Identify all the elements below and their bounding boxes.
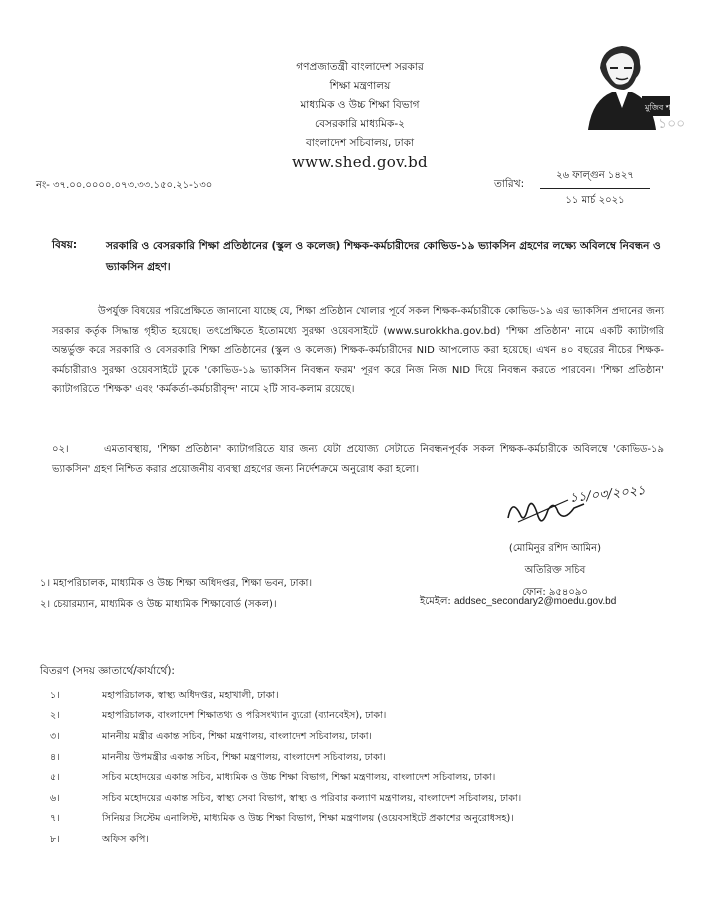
list-text: মাননীয় মন্ত্রীর একান্ত সচিব, শিক্ষা মন্ত্রণালয়, বাংলাদেশ সচিবালয়, ঢাকা। [102,730,372,742]
signature-image [498,478,658,538]
portrait-icon [566,38,686,134]
email-address[interactable]: addsec_secondary2@moedu.gov.bd [453,596,617,607]
header-line-1: গণপ্রজাতন্ত্রী বাংলাদেশ সরকার [296,61,424,73]
header-line-5: বাংলাদেশ সচিবালয়, ঢাকা [305,137,415,149]
paragraph-2-text: এমতাবস্থায়, 'শিক্ষা প্রতিষ্ঠান' ক্যাটাগরিতে যার জন্য যেটা প্রযোজ্য সেটাতে নিবন্ধনপূর্বক সকল শিক্ষক-কর্মচারীকে অবিলম্বে 'কোভিড-১৯ ভ্যাকসিন' গ্রহণ নিশ্চিত করার প্রয়োজনীয় ব্যবস্থা গ্রহণের জন্য নির্দেশক্রমে অনুরোধ করা হলো। [52,444,664,475]
list-text: মহাপরিচালক, স্বাস্থ্য অধিদপ্তর, মহাখালী, ঢাকা। [102,689,279,701]
letterhead [230,58,490,172]
list-item [40,789,521,810]
list-text: মাননীয় উপমন্ত্রীর একান্ত সচিব, শিক্ষা মন্ত্রণালয়, বাংলাদেশ সচিবালয়, ঢাকা। [102,751,386,763]
list-number: ৩। [50,730,60,742]
list-number: ১। [50,689,60,701]
header-line-4: বেসরকারি মাধ্যমিক-২ [315,118,405,130]
list-number: ৪। [50,751,60,763]
recipient-2: ২। চেয়ারম্যান, মাধ্যমিক ও উচ্চ মাধ্যমিক শিক্ষাবোর্ড (সকল)। [40,599,277,610]
list-item [40,727,521,748]
signatory-phone: ফোন: ৯৫৪০৯০ [522,587,588,598]
date-label: তারিখ: [494,178,525,190]
list-number: ৫। [50,772,60,784]
list-item [40,810,521,831]
body-paragraph-1: উপর্যুক্ত বিষয়ের পরিপ্রেক্ষিতে জানানো যাচ্ছে যে, শিক্ষা প্রতিষ্ঠান খোলার পূর্বে সকল শিক্ষক-কর্মচারীকে কোভিড-১৯ এর ভ্যাকসিন প্রদানের জন্য সরকার কর্তৃক সিদ্ধান্ত গৃহীত হয়েছে। তৎপ্রেক্ষিতে ইতোমধ্যে সুরক্ষা ওয়েবসাইটে (www.surokkha.gov.bd) 'শিক্ষা প্রতিষ্ঠান' নামে একটি ক্যাটাগরি অন্তর্ভুক্ত করে সরকারি ও বেসরকারি শিক্ষা প্রতিষ্ঠানের (স্কুল ও কলেজ) শিক্ষক-কর্মচারীদের NID আপলোড করা হয়েছে। এখন ৪০ বছরের নীচের শিক্ষক-কর্মচারীরাও সুরক্ষা ওয়েবসাইটে ঢুকে 'কোভিড-১৯ ভ্যাকসিন নিবন্ধন ফরম' পূরণ করে নিজ নিজ NID দিয়ে নিবন্ধন করতে পারবেন। 'শিক্ষা প্রতিষ্ঠান' ক্যাটাগরিতে 'শিক্ষক' এবং 'কর্মকর্তা-কর্মচারীবৃন্দ' নামে ২টি সাব-কলাম রয়েছে। [52,306,664,395]
date-block [540,164,650,213]
subject-text: সরকারি ও বেসরকারি শিক্ষা প্রতিষ্ঠানের (স্কুল ও কলেজ) শিক্ষক-কর্মচারীদের কোভিড-১৯ ভ্যাকসিন গ্রহণের লক্ষ্যে অবিলম্বে নিবন্ধন ও ভ্যাকসিন গ্রহণ। [106,240,661,273]
signatory-designation: অতিরিক্ত সচিব [524,565,586,576]
signature-date: ১১/০৩/২০২১ [568,483,647,506]
signatory-email-row [420,594,616,611]
list-item [40,748,521,769]
recipient-1: ১। মহাপরিচালক, মাধ্যমিক ও উচ্চ শিক্ষা অধিদপ্তর, শিক্ষা ভবন, ঢাকা। [40,578,313,589]
list-text: অফিস কপি। [102,833,149,845]
list-number: ৮। [50,833,60,845]
list-text: সচিব মহোদয়ের একান্ত সচিব, মাধ্যমিক ও উচ্চ শিক্ষা বিভাগ, শিক্ষা মন্ত্রণালয়, বাংলাদেশ সচিবালয়, ঢাকা। [102,772,496,784]
signatory-name: (মোমিনুর রশিদ আমিন) [508,543,602,554]
list-text: মহাপরিচালক, বাংলাদেশ শিক্ষাতথ্য ও পরিসংখ্যান ব্যুরো (ব্যানবেইস), ঢাকা। [102,710,387,722]
email-label: ইমেইল: [420,596,451,607]
body-paragraph-2 [52,440,664,479]
header-line-3: মাধ্যমিক ও উচ্চ শিক্ষা বিভাগ [300,99,420,111]
distribution-title: বিতরণ (সদয় জ্ঞাতার্থে/কার্যার্থে): [40,665,175,677]
header-website: www.shed.gov.bd [292,153,428,171]
date-bangla: ২৬ ফাল্গুন ১৪২৭ [540,164,650,189]
subject-label: বিষয়: [52,239,78,251]
list-text: সচিব মহোদয়ের একান্ত সচিব, স্বাস্থ্য সেবা বিভাগ, স্বাস্থ্য ও পরিবার কল্যাণ মন্ত্রণালয়, বাংলাদেশ সচিবালয়, ঢাকা। [102,792,522,804]
mujib-borsho-logo [566,38,686,134]
list-item [40,686,521,707]
list-number: ২। [50,710,60,722]
header-line-2: শিক্ষা মন্ত্রণালয় [329,80,391,92]
list-item [40,768,521,789]
list-item [40,830,521,851]
distribution-list [40,686,521,851]
date-english: ১১ মার্চ ২০২১ [565,195,625,206]
list-text: সিনিয়র সিস্টেম এনালিস্ট, মাধ্যমিক ও উচ্চ শিক্ষা বিভাগ, শিক্ষা মন্ত্রণালয় (ওয়েবসাইটে প্রকাশের অনুরোধসহ)। [102,813,514,825]
paragraph-number: ০২। [52,444,69,455]
handwritten-signature-icon [498,478,658,538]
list-number: ৭। [50,813,60,825]
list-item [40,707,521,728]
memo-number: নং- ৩৭.০০.০০০০.০৭৩.৩৩.১৫০.২১-১৩০ [36,180,213,191]
logo-caption: মুজিব শতবর্ষ [645,103,686,112]
list-number: ৬। [50,792,60,804]
svg-text:১০০: ১০০ [658,116,686,132]
